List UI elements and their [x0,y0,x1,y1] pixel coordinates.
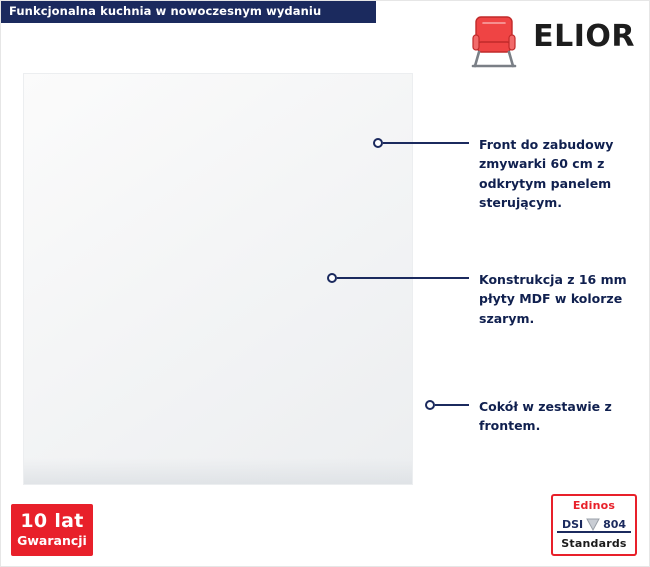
warranty-years: 10 lat [20,510,84,533]
callout-text: Cokół w zestawie z frontem. [479,399,612,434]
callout-3 [425,397,649,436]
certificate-standards: Standards [561,537,627,550]
certificate-dsi: DSI [561,517,584,531]
callout-text: Front do zabudowy zmywarki 60 cm z odkrytym panelem sterującym. [479,137,614,211]
certificate-divider [557,531,631,533]
callout-dot-icon [425,400,435,410]
callout-dot-icon [327,273,337,283]
check-shield-icon [585,516,601,532]
certificate-number: 804 [603,517,627,531]
warranty-badge [11,504,93,556]
callout-leader-line [337,277,469,279]
callout-2 [327,270,649,328]
callout-text: Konstrukcja z 16 mm płyty MDF w kolorze szarym. [479,272,627,326]
certificate-brand: Edinos [572,499,616,512]
red-armchair-icon [463,9,525,71]
callout-leader-line [383,142,469,144]
callout-dot-icon [373,138,383,148]
certificate-badge [551,494,637,556]
brand-name: ELIOR [533,19,635,54]
callout-leader-line [435,404,469,406]
warranty-label: Gwarancji [17,533,87,549]
callout-1 [373,135,649,213]
page-title: Funkcjonalna kuchnia w nowoczesnym wydaniu [9,4,322,18]
brand-logo [463,9,635,71]
